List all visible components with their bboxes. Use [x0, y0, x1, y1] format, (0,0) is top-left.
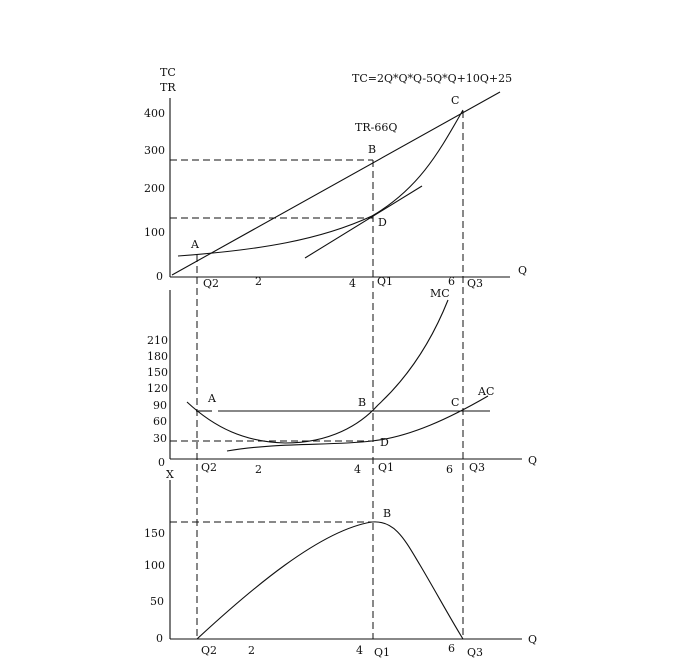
bottom-ytick-100: 100 [144, 559, 165, 572]
top-xtick-q2: Q2 [203, 277, 220, 290]
top-xtick-4: 4 [349, 277, 356, 290]
top-point-a: A [191, 238, 199, 251]
bottom-xtick-6: 6 [448, 642, 455, 655]
mc-curve [187, 300, 448, 443]
top-xlabel-q: Q [518, 264, 528, 277]
middle-xtick-2: 2 [255, 463, 262, 476]
top-ytick-100: 100 [144, 226, 165, 239]
middle-point-d: D [380, 436, 389, 449]
top-xtick-2: 2 [255, 275, 262, 288]
tr-line [172, 92, 500, 275]
middle-ytick-60: 60 [153, 415, 167, 428]
middle-xtick-4: 4 [354, 463, 361, 476]
middle-xtick-q3: Q3 [469, 461, 486, 474]
bottom-xtick-q2: Q2 [201, 644, 218, 657]
top-xtick-q3: Q3 [467, 277, 484, 290]
middle-ytick-210: 210 [147, 334, 168, 347]
bottom-xtick-q3: Q3 [467, 646, 484, 659]
bottom-ytick-150: 150 [144, 527, 165, 540]
bottom-ylabel-x: X [166, 468, 174, 481]
middle-point-c: C [451, 396, 460, 409]
middle-ytick-150: 150 [147, 366, 168, 379]
top-xtick-6: 6 [448, 275, 455, 288]
middle-point-a: A [208, 392, 216, 405]
middle-xtick-q1: Q1 [378, 461, 395, 474]
top-point-d: D [378, 216, 387, 229]
ac-label: AC [478, 385, 495, 398]
top-point-b: B [368, 143, 377, 156]
tangent-line-at-d [305, 186, 422, 258]
top-ytick-400: 400 [144, 107, 165, 120]
profit-curve [197, 522, 463, 639]
top-point-c: C [451, 94, 460, 107]
top-ylabel-tr: TR [160, 81, 176, 94]
top-ytick-0: 0 [156, 270, 163, 283]
middle-ytick-0: 0 [158, 456, 165, 469]
top-ytick-300: 300 [144, 144, 165, 157]
middle-ytick-180: 180 [147, 350, 168, 363]
bottom-xlabel-q: Q [528, 633, 538, 646]
middle-xtick-q2: Q2 [201, 461, 218, 474]
tc-curve [178, 110, 463, 256]
bottom-xtick-4: 4 [356, 644, 363, 657]
bottom-xtick-2: 2 [248, 644, 255, 657]
top-xtick-q1: Q1 [377, 275, 394, 288]
tr-label: TR-66Q [355, 121, 398, 134]
top-ytick-200: 200 [144, 182, 165, 195]
bottom-ytick-0: 0 [156, 632, 163, 645]
middle-ytick-30: 30 [153, 432, 167, 445]
middle-ytick-90: 90 [153, 399, 167, 412]
top-panel [144, 66, 527, 290]
bottom-ytick-50: 50 [150, 595, 164, 608]
top-ylabel-tc: TC [160, 66, 176, 79]
middle-point-b: B [358, 396, 367, 409]
bottom-panel [144, 468, 537, 659]
middle-xlabel-q: Q [528, 454, 538, 467]
middle-panel [147, 287, 537, 476]
bottom-xtick-q1: Q1 [374, 646, 391, 659]
mc-label: MC [430, 287, 450, 300]
middle-xtick-6: 6 [446, 463, 453, 476]
formula-label: TC=2Q*Q*Q-5Q*Q+10Q+25 [352, 72, 513, 85]
bottom-point-b: B [383, 507, 392, 520]
middle-ytick-120: 120 [147, 382, 168, 395]
